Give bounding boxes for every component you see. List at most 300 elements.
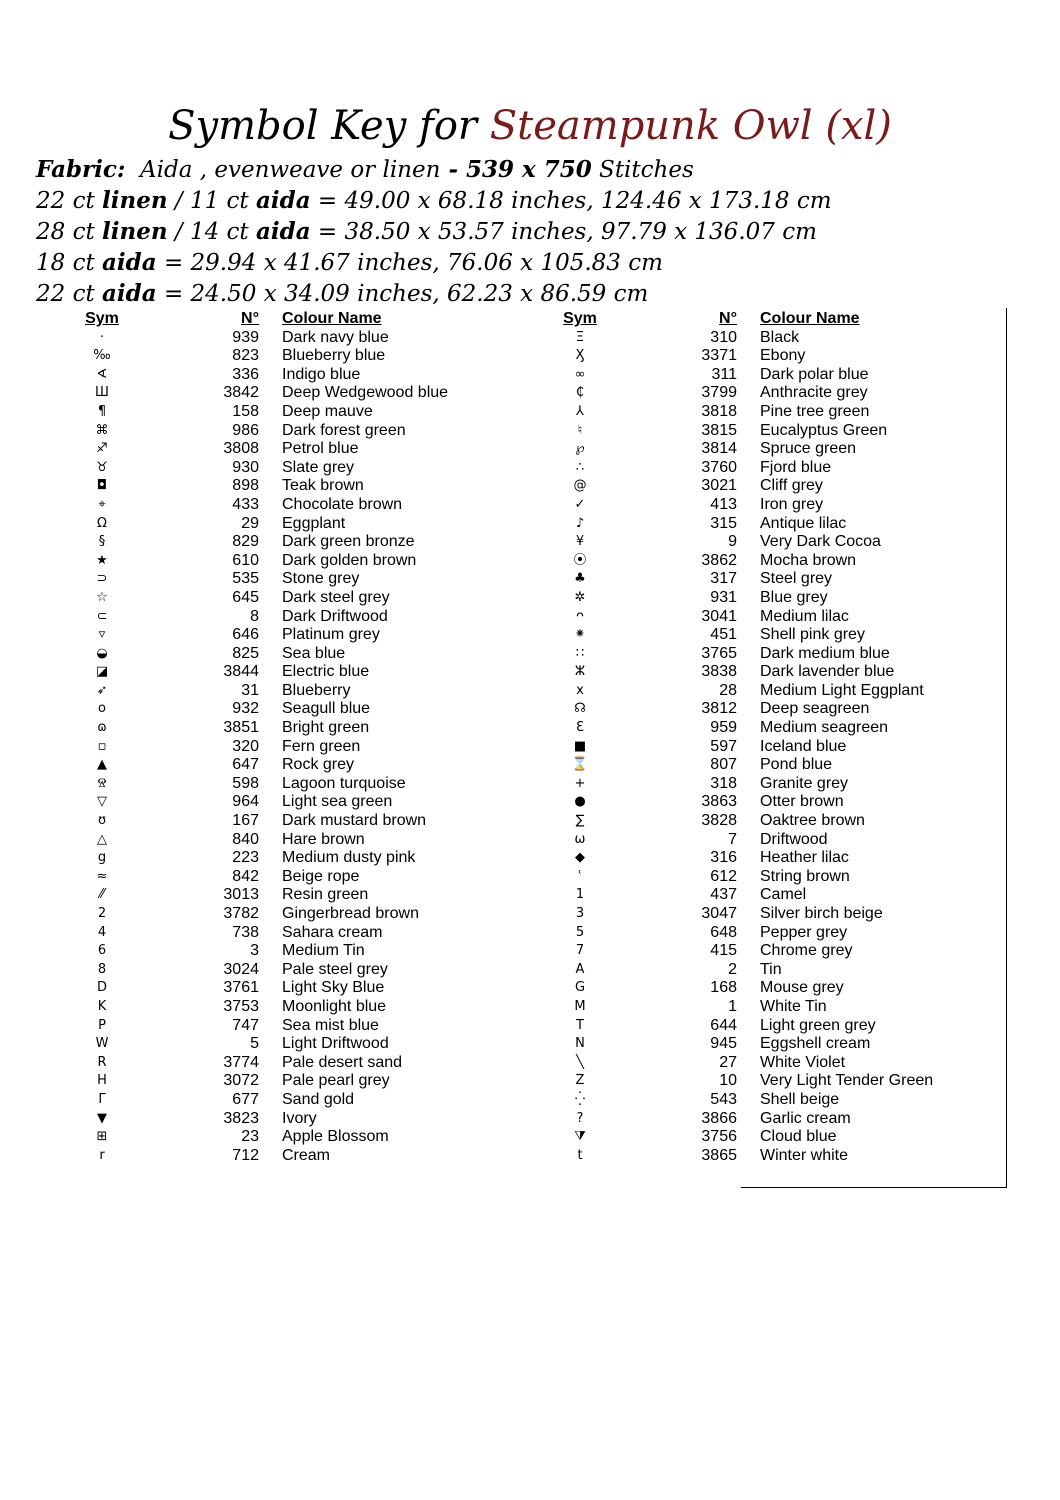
symbol: ■ [573, 738, 587, 754]
table-row [538, 440, 998, 459]
color-number: 3862 [701, 551, 737, 569]
colour-name: Dark mustard brown [282, 812, 427, 830]
symbol: N [575, 1036, 585, 1052]
colour-name: Tin [760, 960, 782, 978]
symbol: ? [576, 1110, 584, 1126]
colour-name: Mocha brown [760, 551, 857, 569]
color-number: 738 [232, 923, 259, 941]
header-number: N° [719, 310, 737, 327]
stitch-count: 539 x 750 [466, 156, 592, 183]
table-row [60, 663, 500, 682]
symbol: r [99, 1147, 105, 1163]
symbol: ⌘ [95, 422, 109, 438]
color-number: 27 [719, 1053, 737, 1071]
table-row [60, 1147, 500, 1166]
symbol: 6 [97, 943, 107, 959]
colour-name: Dark golden brown [282, 551, 417, 569]
table-row [538, 477, 998, 496]
colour-name: Light Sky Blue [282, 979, 385, 997]
symbol: P [98, 1017, 106, 1033]
table-row [538, 626, 998, 645]
colour-name: Light Driftwood [282, 1035, 389, 1053]
symbol: Γ [98, 1091, 106, 1107]
colour-name: Light sea green [282, 793, 393, 811]
colour-name: Otter brown [760, 793, 844, 811]
size-line: 18 ct aida = 29.94 x 41.67 inches, 76.06 x 105.83 cm [36, 249, 663, 276]
color-number: 3761 [223, 979, 259, 997]
table-row [60, 831, 500, 850]
color-number: 320 [232, 737, 259, 755]
color-number: 9 [728, 533, 737, 551]
color-number: 3760 [701, 458, 737, 476]
colour-name: Light green grey [760, 1016, 876, 1034]
color-number: 3799 [701, 384, 737, 402]
table-row [60, 570, 500, 589]
symbol: + [574, 775, 586, 791]
colour-name: Hare brown [282, 830, 365, 848]
symbol: ᴖ [576, 608, 584, 624]
color-number: 3863 [701, 793, 737, 811]
table-row [538, 961, 998, 980]
colour-name: Very Dark Cocoa [760, 533, 881, 551]
color-number: 712 [232, 1146, 259, 1164]
symbol: ⦿ [573, 552, 587, 568]
color-number: 8 [250, 607, 259, 625]
symbol: Ш [95, 385, 109, 401]
table-row [538, 1072, 998, 1091]
symbol: ♣ [574, 571, 586, 587]
colour-name: Medium dusty pink [282, 849, 416, 867]
stitch-unit: Stitches [591, 157, 694, 183]
colour-name: Shell pink grey [760, 626, 865, 644]
colour-name: Slate grey [282, 458, 355, 476]
colour-name: Stone grey [282, 570, 360, 588]
colour-name: Blueberry blue [282, 347, 386, 365]
table-row [538, 886, 998, 905]
table-row [60, 422, 500, 441]
color-number: 3 [250, 942, 259, 960]
color-number: 3013 [223, 886, 259, 904]
symbol: ◘ [96, 478, 108, 494]
header-colour-name: Colour Name [282, 310, 382, 327]
color-number: 807 [710, 756, 737, 774]
colour-name: Driftwood [760, 830, 828, 848]
colour-name: Deep mauve [282, 402, 373, 420]
symbol: ▼ [97, 1110, 107, 1126]
colour-name: Ivory [282, 1109, 317, 1127]
table-row [538, 1017, 998, 1036]
color-number: 898 [232, 477, 259, 495]
table-row [538, 533, 998, 552]
colour-name: Pine tree green [760, 402, 870, 420]
colour-name: Electric blue [282, 663, 370, 681]
table-row [60, 775, 500, 794]
table-row [538, 1091, 998, 1110]
symbol: ∢ [96, 366, 108, 382]
table-row [538, 1128, 998, 1147]
symbol: Ω [97, 515, 107, 531]
color-number: 29 [241, 514, 259, 532]
colour-name: Eucalyptus Green [760, 421, 888, 439]
table-row [60, 868, 500, 887]
colour-name: White Violet [760, 1053, 846, 1071]
table-row [60, 924, 500, 943]
table-row [60, 886, 500, 905]
symbol: ▲ [97, 757, 107, 773]
colour-name: Dark medium blue [760, 644, 890, 662]
table-row [538, 459, 998, 478]
symbol: ∴ [575, 459, 585, 475]
colour-name: Dark navy blue [282, 328, 389, 346]
colour-name: Lagoon turquoise [282, 774, 406, 792]
table-row [538, 775, 998, 794]
symbol: 8 [97, 961, 107, 977]
color-number: 3814 [701, 440, 737, 458]
symbol: 3 [575, 906, 585, 921]
colour-name: Oaktree brown [760, 812, 865, 830]
table-row [60, 738, 500, 757]
color-number: 437 [710, 886, 737, 904]
color-number: 930 [232, 458, 259, 476]
table-row [538, 422, 998, 441]
color-number: 336 [232, 365, 259, 383]
color-number: 959 [710, 719, 737, 737]
colour-name: White Tin [760, 997, 827, 1015]
table-row [60, 645, 500, 664]
size-line: 28 ct linen / 14 ct aida = 38.50 x 53.57 inches, 97.79 x 136.07 cm [36, 218, 817, 245]
color-number: 451 [710, 626, 737, 644]
color-number: 648 [710, 923, 737, 941]
header-colour-name: Colour Name [760, 310, 860, 327]
color-number: 3818 [701, 402, 737, 420]
colour-name: Beige rope [282, 867, 360, 885]
colour-name: Deep seagreen [760, 700, 870, 718]
symbol: M [574, 998, 586, 1014]
table-row [538, 384, 998, 403]
table-row [538, 756, 998, 775]
symbol: ◆ [575, 850, 585, 866]
color-number: 31 [241, 681, 259, 699]
page-title [0, 98, 1060, 154]
header-sym: Sym [85, 310, 119, 327]
colour-name: Iceland blue [760, 737, 847, 755]
symbol: H [97, 1073, 107, 1089]
symbol: 2 [97, 906, 107, 921]
color-number: 3865 [701, 1146, 737, 1164]
symbol: ¥ [575, 534, 585, 550]
symbol: ⊞ [96, 1129, 108, 1145]
table-row [538, 868, 998, 887]
table-row [60, 1035, 500, 1054]
colour-name: Camel [760, 886, 807, 904]
symbol: A [575, 961, 585, 977]
color-number: 3812 [701, 700, 737, 718]
colour-name: Fern green [282, 737, 361, 755]
colour-name: Fjord blue [760, 458, 832, 476]
color-number: 167 [232, 812, 259, 830]
symbol-table-right [538, 310, 998, 1165]
colour-name: Very Light Tender Green [760, 1072, 934, 1090]
table-row [538, 608, 998, 627]
colour-name: Anthracite grey [760, 384, 868, 402]
symbol: g [97, 850, 107, 866]
table-row [538, 496, 998, 515]
symbol: Ⱄ [97, 775, 107, 791]
table-row [60, 979, 500, 998]
colour-name: Dark lavender blue [760, 663, 895, 681]
colour-name: Cloud blue [760, 1128, 837, 1146]
table-row [60, 1072, 500, 1091]
table-row [538, 738, 998, 757]
table-row [538, 347, 998, 366]
symbol: § [98, 534, 106, 550]
colour-name: Medium Tin [282, 942, 365, 960]
table-row [60, 384, 500, 403]
symbol: @ [573, 478, 587, 494]
color-number: 3024 [223, 960, 259, 978]
symbol: ¶ [97, 403, 107, 419]
symbol: Ξ [575, 329, 585, 345]
table-row [60, 608, 500, 627]
symbol: ▽ [97, 794, 107, 810]
symbol: ∑ [575, 813, 585, 829]
color-number: 168 [710, 979, 737, 997]
color-number: 840 [232, 830, 259, 848]
color-number: 677 [232, 1090, 259, 1108]
colour-name: Pond blue [760, 756, 833, 774]
color-number: 3823 [223, 1109, 259, 1127]
colour-name: Silver birch beige [760, 905, 883, 922]
color-number: 931 [710, 588, 737, 606]
color-number: 964 [232, 793, 259, 811]
symbol: ₵ [575, 385, 585, 401]
color-number: 311 [711, 365, 737, 383]
pattern-name: Steampunk Owl (xl) [489, 103, 892, 149]
color-number: 3047 [701, 905, 737, 922]
size-line: 22 ct aida = 24.50 x 34.09 inches, 62.23 x 86.59 cm [36, 280, 649, 307]
color-number: 3838 [701, 663, 737, 681]
symbol: ⵣ [574, 664, 586, 680]
symbol: Ӽ [575, 348, 585, 364]
table-row [60, 793, 500, 812]
symbol: Z [575, 1073, 585, 1089]
colour-name: Eggplant [282, 514, 346, 532]
color-number: 3765 [701, 644, 737, 662]
symbol: ◒ [96, 645, 108, 661]
symbol: ⧩ [574, 1129, 586, 1145]
color-number: 3842 [223, 384, 259, 402]
table-row [538, 942, 998, 961]
color-number: 5 [250, 1035, 259, 1053]
color-number: 535 [232, 570, 259, 588]
table-row [538, 589, 998, 608]
table-row [60, 1054, 500, 1073]
color-number: 3844 [223, 663, 259, 681]
color-number: 823 [232, 347, 259, 365]
symbol: G [574, 980, 586, 996]
color-number: 10 [719, 1072, 737, 1090]
color-number: 3866 [701, 1109, 737, 1127]
header-number: N° [241, 310, 259, 327]
color-number: 3756 [701, 1128, 737, 1146]
color-number: 612 [710, 867, 737, 885]
colour-name: Medium lilac [760, 607, 849, 625]
table-row [60, 942, 500, 961]
table-row [538, 1054, 998, 1073]
color-number: 315 [710, 514, 737, 532]
colour-name: Platinum grey [282, 626, 380, 644]
table-row [538, 366, 998, 385]
symbol: ☆ [96, 589, 108, 605]
table-row [60, 756, 500, 775]
colour-name: Sea blue [282, 644, 346, 662]
symbol: 1 [575, 887, 585, 903]
color-number: 7 [728, 830, 737, 848]
color-number: 842 [232, 867, 259, 885]
title-prefix: Symbol Key for [168, 103, 490, 149]
colour-name: Steel grey [760, 570, 833, 588]
colour-name: Seagull blue [282, 700, 371, 718]
colour-name: Mouse grey [760, 979, 844, 997]
symbol: 7 [575, 943, 585, 959]
table-row [538, 570, 998, 589]
colour-name: Dark steel grey [282, 588, 390, 606]
table-row [60, 961, 500, 980]
colour-name: Chocolate brown [282, 495, 403, 513]
colour-name: Medium Light Eggplant [760, 681, 924, 699]
colour-name: Dark forest green [282, 421, 406, 439]
table-row [60, 366, 500, 385]
color-number: 23 [241, 1128, 259, 1146]
color-number: 986 [232, 421, 259, 439]
colour-name: Ebony [760, 347, 806, 365]
colour-name: Eggshell cream [760, 1035, 871, 1053]
symbol: ▿ [98, 627, 106, 643]
table-row [538, 1147, 998, 1166]
symbol: ⌛ [571, 757, 589, 773]
color-number: 415 [710, 942, 737, 960]
table-row [60, 849, 500, 868]
colour-name: Medium seagreen [760, 719, 889, 737]
color-number: 3041 [701, 607, 737, 625]
symbol: x [576, 682, 584, 698]
fabric-specs [36, 154, 1036, 309]
color-number: 3828 [701, 812, 737, 830]
colour-name: Indigo blue [282, 365, 361, 383]
table-row [538, 682, 998, 701]
colour-name: Apple Blossom [282, 1128, 389, 1146]
symbol: ✲ [574, 589, 586, 605]
table-row [538, 403, 998, 422]
color-number: 317 [710, 570, 737, 588]
color-number: 645 [232, 588, 259, 606]
symbol: △ [97, 831, 107, 847]
color-number: 316 [710, 849, 737, 867]
colour-name: Resin green [282, 886, 369, 904]
color-number: 543 [710, 1090, 737, 1108]
table-row [538, 719, 998, 738]
symbol: ♪ [575, 515, 585, 531]
colour-name: Iron grey [760, 495, 824, 513]
color-number: 646 [232, 626, 259, 644]
table-body [60, 329, 500, 1166]
table-row [538, 1110, 998, 1129]
table-row [60, 329, 500, 348]
color-number: 3753 [223, 997, 259, 1015]
table-row [60, 515, 500, 534]
symbol: ʊ [97, 813, 107, 829]
colour-name: Gingerbread brown [282, 905, 419, 922]
color-number: 939 [232, 328, 259, 346]
symbol: ♮ [577, 422, 583, 438]
fabric-line [36, 154, 1036, 185]
color-number: 223 [232, 849, 259, 867]
symbol: ℘ [575, 441, 585, 457]
table-header [60, 310, 500, 329]
symbol: ╲ [576, 1054, 584, 1070]
colour-name: Cream [282, 1146, 331, 1164]
colour-name: Dark Driftwood [282, 607, 388, 625]
colour-name: Blueberry [282, 681, 351, 699]
table-row [538, 998, 998, 1017]
colour-name: Moonlight blue [282, 997, 387, 1015]
colour-name: Heather lilac [760, 849, 849, 867]
colour-name: Dark polar blue [760, 365, 869, 383]
color-number: 825 [232, 644, 259, 662]
table-row [60, 589, 500, 608]
symbol: ▫ [97, 738, 107, 754]
table-row [60, 682, 500, 701]
symbol: ⁄⁄ [99, 887, 105, 903]
symbol: ☊ [574, 701, 586, 717]
color-number: 2 [728, 960, 737, 978]
table-border-right [1006, 308, 1007, 1188]
table-border-bottom [741, 1187, 1007, 1188]
table-body [538, 329, 998, 1166]
colour-name: Black [760, 328, 800, 346]
table-row [538, 979, 998, 998]
table-row [538, 849, 998, 868]
table-row [60, 347, 500, 366]
table-row [538, 1035, 998, 1054]
colour-name: Pale steel grey [282, 960, 388, 978]
table-row [60, 812, 500, 831]
symbol-table-left [60, 310, 500, 1165]
symbol: ⁕ [574, 627, 586, 643]
fabric-label: Fabric: [36, 156, 126, 183]
colour-name: Blue grey [760, 588, 828, 606]
symbol: ∞ [574, 366, 586, 382]
table-row [538, 552, 998, 571]
colour-name: Cliff grey [760, 477, 823, 495]
color-number: 598 [232, 774, 259, 792]
table-row [60, 552, 500, 571]
colour-name: Deep Wedgewood blue [282, 384, 449, 402]
fabric-sep: - [440, 156, 466, 183]
table-row [60, 626, 500, 645]
colour-name: Granite grey [760, 774, 849, 792]
symbol: K [97, 998, 107, 1014]
table-row [538, 663, 998, 682]
color-number: 413 [710, 495, 737, 513]
colour-name: Winter white [760, 1146, 849, 1164]
colour-name: Teak brown [282, 477, 364, 495]
table-row [538, 700, 998, 719]
colour-name: Sahara cream [282, 923, 383, 941]
symbol: ⁛ [574, 1091, 586, 1107]
symbol: ≈ [96, 868, 108, 884]
symbol: 5 [575, 924, 585, 940]
